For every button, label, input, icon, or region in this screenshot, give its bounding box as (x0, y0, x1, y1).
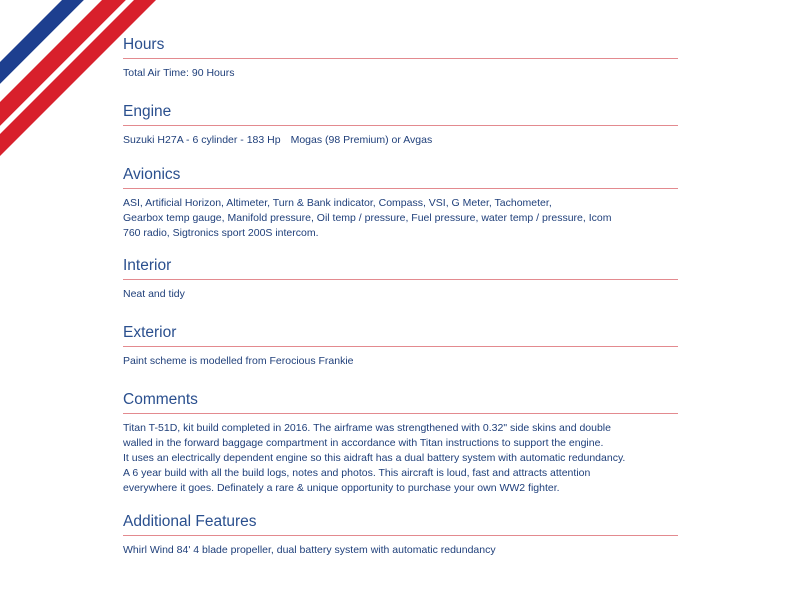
engine-fuel: Mogas (98 Premium) or Avgas (290, 134, 433, 146)
section-divider (123, 346, 678, 347)
text-line: Gearbox temp gauge, Manifold pressure, Oil temp / pressure, Fuel pressure, water temp / pressure, Icom (123, 212, 612, 224)
section-text (123, 133, 678, 148)
engine-spec: Suzuki H27A - 6 cylinder - 183 Hp (123, 134, 281, 146)
section-divider (123, 413, 678, 414)
section-title: Hours (123, 36, 165, 53)
section-divider (123, 125, 678, 126)
section-title: Avionics (123, 166, 181, 183)
section-text (123, 421, 678, 496)
section-interior (123, 257, 678, 302)
section-divider (123, 279, 678, 280)
section-text: Whirl Wind 84' 4 blade propeller, dual battery system with automatic redundancy (123, 544, 496, 556)
section-engine (123, 103, 678, 148)
section-text (123, 196, 678, 241)
text-line: Titan T-51D, kit build completed in 2016. The airframe was strengthened with 0.32" side skins and double (123, 422, 611, 434)
section-exterior (123, 324, 678, 369)
section-text: Paint scheme is modelled from Ferocious Frankie (123, 355, 354, 367)
section-title: Engine (123, 103, 172, 120)
text-line: walled in the forward baggage compartment in accordance with Titan instructions to support the engine. (123, 437, 604, 449)
section-divider (123, 535, 678, 536)
text-line: ASI, Artificial Horizon, Altimeter, Turn & Bank indicator, Compass, VSI, G Meter, Tachometer, (123, 197, 552, 209)
section-text: Neat and tidy (123, 288, 185, 300)
text-line: A 6 year build with all the build logs, notes and photos. This aircraft is loud, fast and attracts attention (123, 467, 591, 479)
section-avionics (123, 166, 678, 241)
section-additional-features (123, 513, 678, 558)
section-title: Exterior (123, 324, 177, 341)
section-divider (123, 188, 678, 189)
section-title: Additional Features (123, 513, 257, 530)
text-line: everywhere it goes. Definately a rare & unique opportunity to purchase your own WW2 fighter. (123, 482, 560, 494)
section-divider (123, 58, 678, 59)
section-text: Total Air Time: 90 Hours (123, 67, 235, 79)
section-title: Comments (123, 391, 198, 408)
text-line: 760 radio, Sigtronics sport 200S intercom. (123, 227, 319, 239)
text-line: It uses an electrically dependent engine so this aidraft has a dual battery system with automatic redundancy. (123, 452, 626, 464)
section-comments (123, 391, 678, 496)
section-title: Interior (123, 257, 172, 274)
section-hours (123, 36, 678, 81)
spec-sheet (123, 36, 678, 558)
